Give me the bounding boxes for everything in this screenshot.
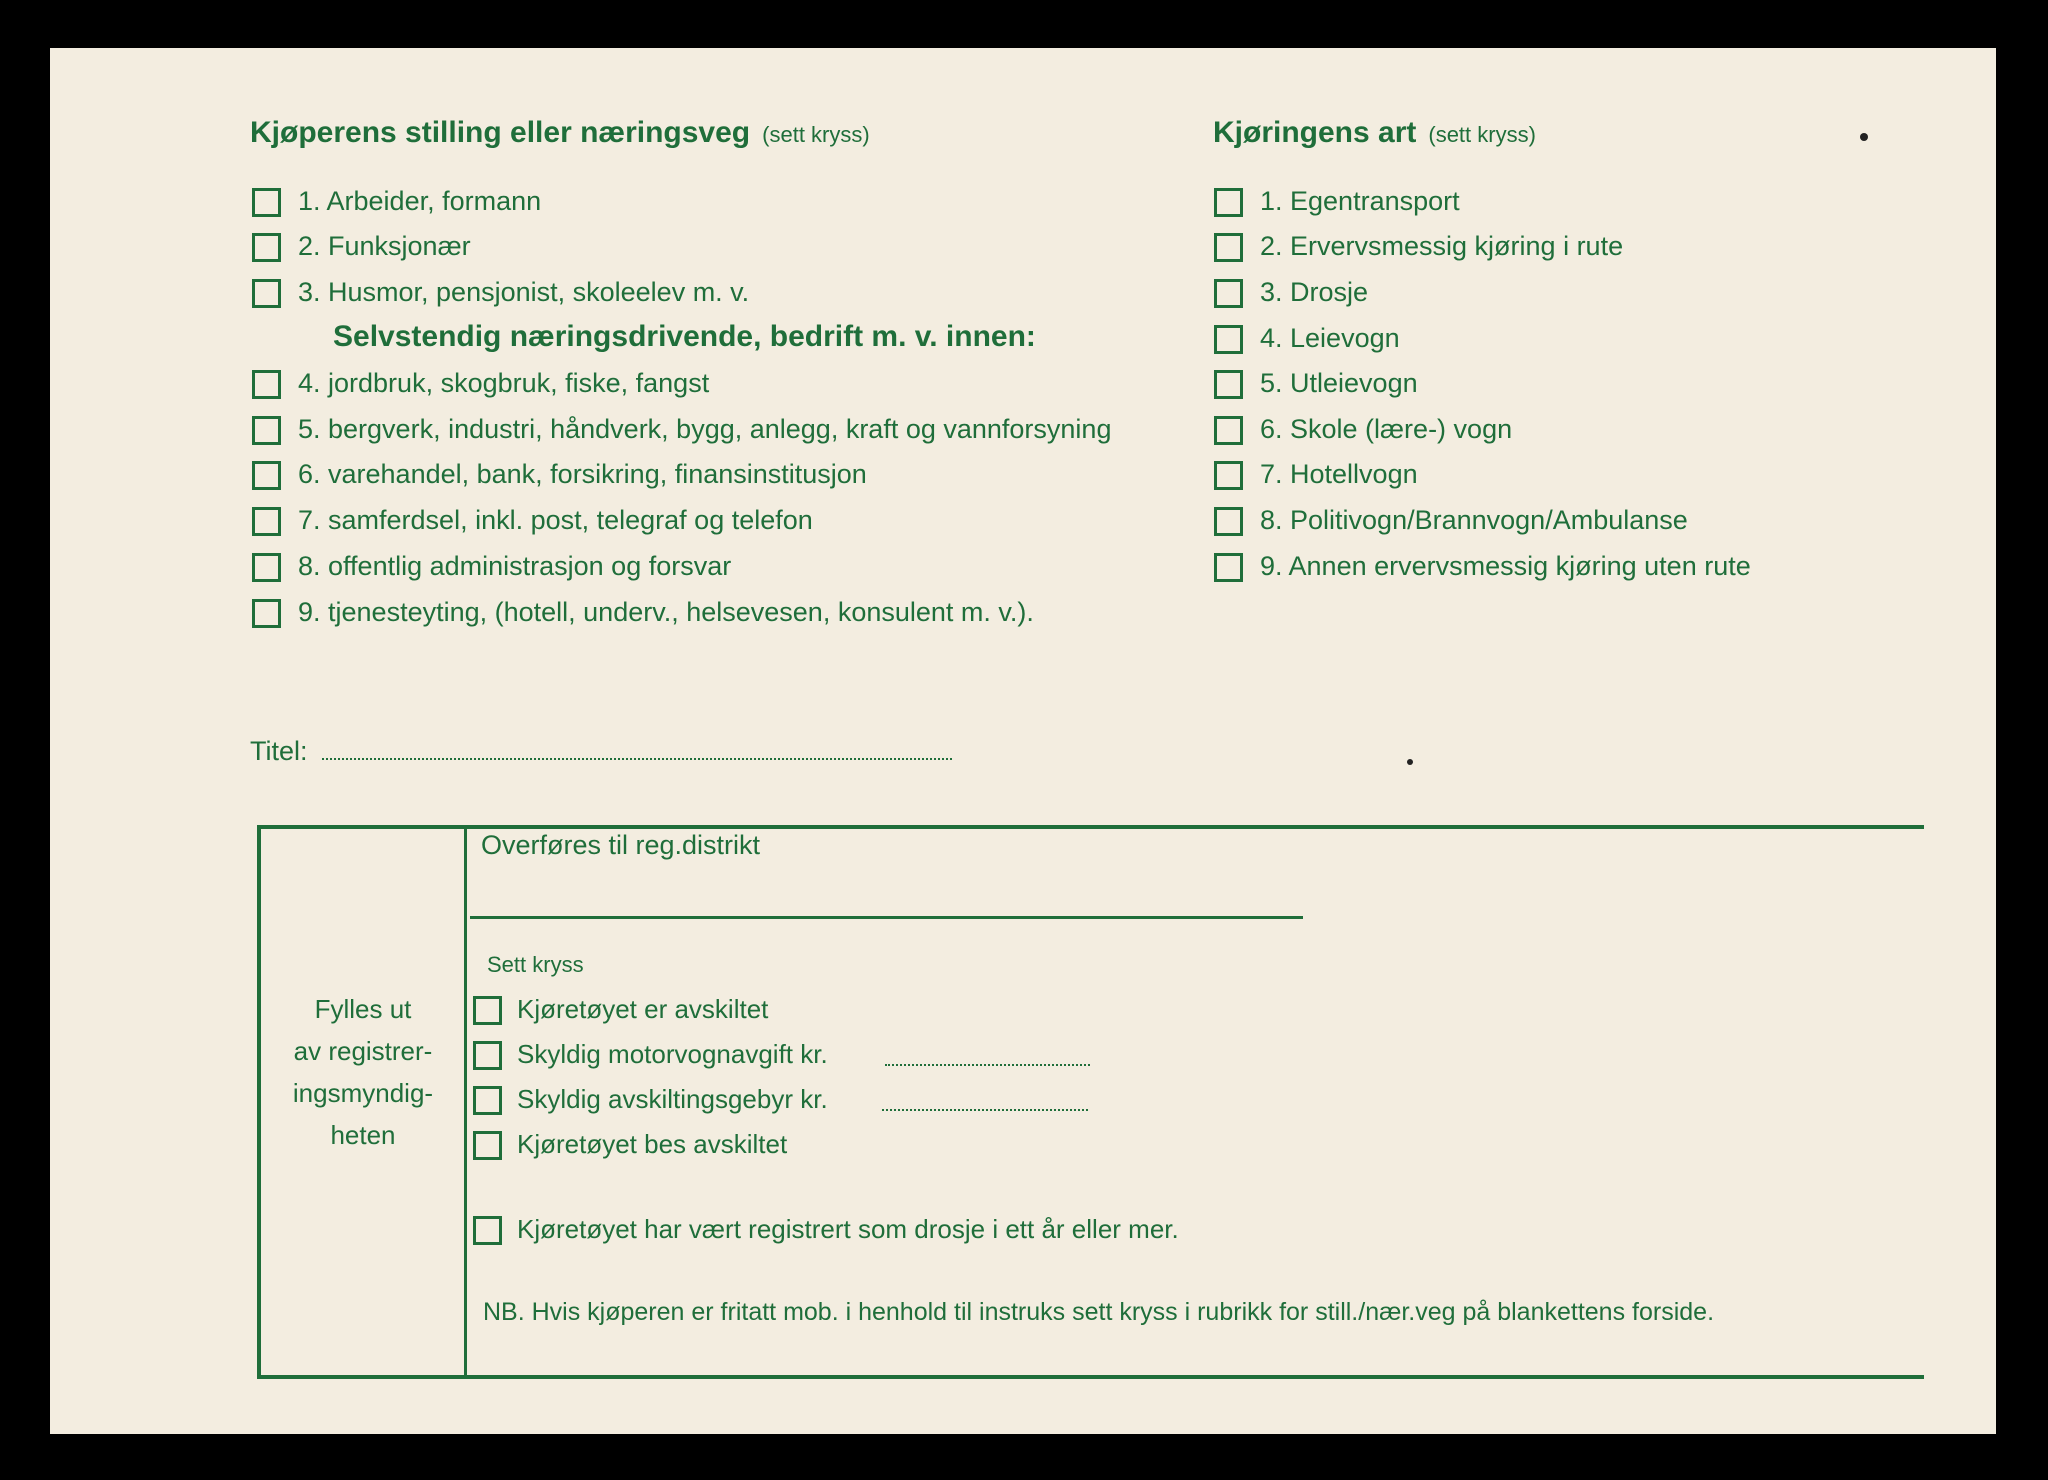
title-label: Titel: [250, 736, 308, 766]
plate-fee-label: Skyldig avskiltingsgebyr kr. [517, 1084, 828, 1114]
occupation-option-6: 6. varehandel, bank, forsikring, finansinstitusjon [298, 459, 867, 489]
occupation-checkbox-5[interactable] [252, 416, 281, 445]
title-input-line[interactable] [322, 758, 952, 760]
self-employed-subheading: Selvstendig næringsdrivende, bedrift m. v. innen: [333, 320, 1036, 353]
driving-checkbox-6[interactable] [1214, 416, 1243, 445]
drosje-year-checkbox[interactable] [473, 1216, 502, 1245]
driving-option-7: 7. Hotellvogn [1260, 459, 1418, 489]
driving-option-9: 9. Annen ervervsmessig kjøring uten rute [1260, 551, 1751, 581]
registry-box-left-border [257, 825, 261, 1379]
driving-option-1: 1. Egentransport [1260, 186, 1460, 216]
occupation-option-2: 2. Funksjonær [298, 231, 471, 261]
occupation-option-7: 7. samferdsel, inkl. post, telegraf og telefon [298, 505, 813, 535]
vehicle-tax-label: Skyldig motorvognavgift kr. [517, 1039, 828, 1069]
driving-type-heading [1213, 116, 1536, 150]
request-deregister-checkbox[interactable] [473, 1131, 502, 1160]
driving-checkbox-2[interactable] [1214, 233, 1243, 262]
driving-checkbox-3[interactable] [1214, 279, 1243, 308]
buyer-occupation-heading [250, 116, 870, 150]
registry-side-label: Fylles ut av registrer- ingsmyndig- heten [292, 994, 434, 1150]
occupation-option-3: 3. Husmor, pensjonist, skoleelev m. v. [298, 277, 750, 307]
occupation-checkbox-8[interactable] [252, 553, 281, 582]
exemption-note: NB. Hvis kjøperen er fritatt mob. i henhold til instruks sett kryss i rubrikk for still./nær.veg på blankettens forside. [483, 1298, 1715, 1326]
driving-checkbox-9[interactable] [1214, 553, 1243, 582]
occupation-option-1: 1. Arbeider, formann [298, 186, 542, 216]
driving-option-6: 6. Skole (lære-) vogn [1260, 414, 1513, 444]
driving-option-2: 2. Ervervsmessig kjøring i rute [1260, 231, 1624, 261]
occupation-checkbox-2[interactable] [252, 233, 281, 262]
driving-checkbox-4[interactable] [1214, 325, 1243, 354]
check-hint: Sett kryss [487, 952, 584, 977]
occupation-checkbox-1[interactable] [252, 188, 281, 217]
driving-option-3: 3. Drosje [1260, 277, 1369, 307]
registry-box-divider [464, 825, 467, 1379]
occupation-option-9: 9. tjenesteyting, (hotell, underv., helsevesen, konsulent m. v.). [298, 597, 1034, 627]
driving-option-5: 5. Utleievogn [1260, 368, 1418, 398]
driving-option-4: 4. Leievogn [1260, 323, 1400, 353]
transfer-district-label: Overføres til reg.distrikt [481, 830, 761, 860]
driving-checkbox-8[interactable] [1214, 507, 1243, 536]
occupation-checkbox-7[interactable] [252, 507, 281, 536]
driving-option-8: 8. Politivogn/Brannvogn/Ambulanse [1260, 505, 1688, 535]
buyer-occupation-hint: (sett kryss) [762, 122, 870, 147]
driving-type-title: Kjøringens art [1213, 116, 1417, 149]
occupation-checkbox-6[interactable] [252, 461, 281, 490]
plate-fee-amount-line[interactable] [882, 1109, 1088, 1111]
vehicle-tax-checkbox[interactable] [473, 1041, 502, 1070]
vehicle-tax-amount-line[interactable] [885, 1064, 1090, 1066]
driving-type-hint: (sett kryss) [1428, 122, 1536, 147]
driving-checkbox-7[interactable] [1214, 461, 1243, 490]
deregistered-label: Kjøretøyet er avskiltet [517, 994, 769, 1024]
drosje-year-label: Kjøretøyet har vært registrert som drosje i ett år eller mer. [517, 1214, 1179, 1244]
occupation-checkbox-3[interactable] [252, 279, 281, 308]
transfer-district-line[interactable] [470, 916, 1303, 919]
buyer-occupation-title: Kjøperens stilling eller næringsveg [250, 116, 751, 149]
form-sheet [50, 48, 1996, 1434]
request-deregister-label: Kjøretøyet bes avskiltet [517, 1129, 788, 1159]
occupation-checkbox-9[interactable] [252, 599, 281, 628]
occupation-checkbox-4[interactable] [252, 370, 281, 399]
deregistered-checkbox[interactable] [473, 996, 502, 1025]
occupation-option-4: 4. jordbruk, skogbruk, fiske, fangst [298, 368, 710, 398]
plate-fee-checkbox[interactable] [473, 1086, 502, 1115]
occupation-option-5: 5. bergverk, industri, håndverk, bygg, anlegg, kraft og vannforsyning [298, 414, 1112, 444]
occupation-option-8: 8. offentlig administrasjon og forsvar [298, 551, 732, 581]
speck [1860, 133, 1868, 141]
registry-box-top-border [257, 825, 1924, 829]
registry-box-bottom-border [257, 1375, 1924, 1379]
driving-checkbox-5[interactable] [1214, 370, 1243, 399]
speck [1407, 759, 1413, 765]
driving-checkbox-1[interactable] [1214, 188, 1243, 217]
